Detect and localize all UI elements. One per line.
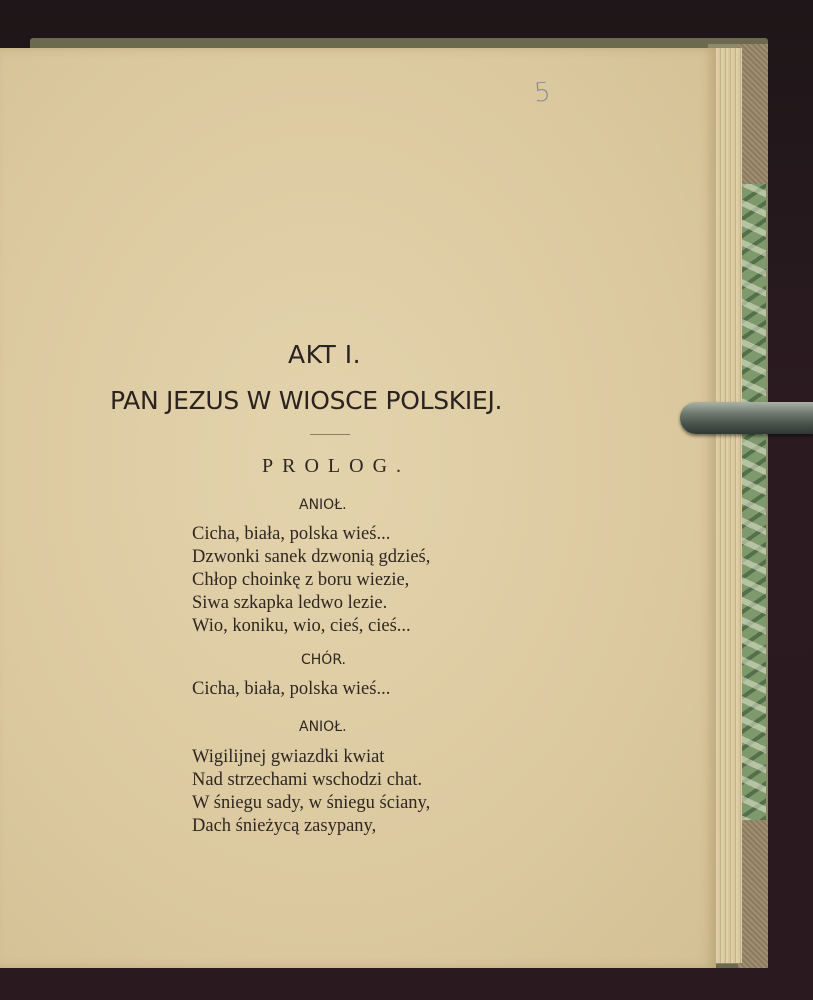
- verse-line: Cicha, biała, polska wieś...: [192, 524, 391, 544]
- stanza: [192, 678, 390, 701]
- marbled-endpaper: [738, 180, 766, 820]
- stanza: [192, 523, 430, 638]
- verse-line: Dach śnieżycą zasypany,: [192, 816, 377, 836]
- cloth-corner-bottom: [738, 820, 768, 968]
- act-heading: AKT I.: [288, 340, 362, 369]
- page-number: 5: [532, 77, 552, 109]
- verse-line: Cicha, biała, polska wieś...: [192, 679, 391, 699]
- title-divider: [310, 434, 350, 435]
- verse-line: Wio, koniku, wio, cieś, cieś...: [192, 616, 411, 636]
- speaker-name: ANIOŁ.: [299, 719, 347, 735]
- verse-line: Siwa szkapka ledwo lezie.: [192, 593, 388, 613]
- verse-line: Chłop choinkę z boru wiezie,: [192, 570, 410, 590]
- verse-line: Nad strzechami wschodzi chat.: [192, 770, 423, 790]
- speaker-name: ANIOŁ.: [299, 497, 347, 513]
- page-clip: [680, 402, 813, 434]
- verse-line: Wigilijnej gwiazdki kwiat: [192, 747, 385, 767]
- section-title: PROLOG.: [262, 455, 411, 477]
- speaker-name: CHÓR.: [301, 652, 347, 668]
- play-title: PAN JEZUS W WIOSCE POLSKIEJ.: [110, 386, 503, 415]
- verse-line: W śniegu sady, w śniegu ściany,: [192, 793, 431, 813]
- book-page: [0, 48, 716, 968]
- stanza: [192, 746, 430, 838]
- cloth-corner-top: [738, 44, 768, 184]
- verse-line: Dzwonki sanek dzwonią gdzieś,: [192, 547, 431, 567]
